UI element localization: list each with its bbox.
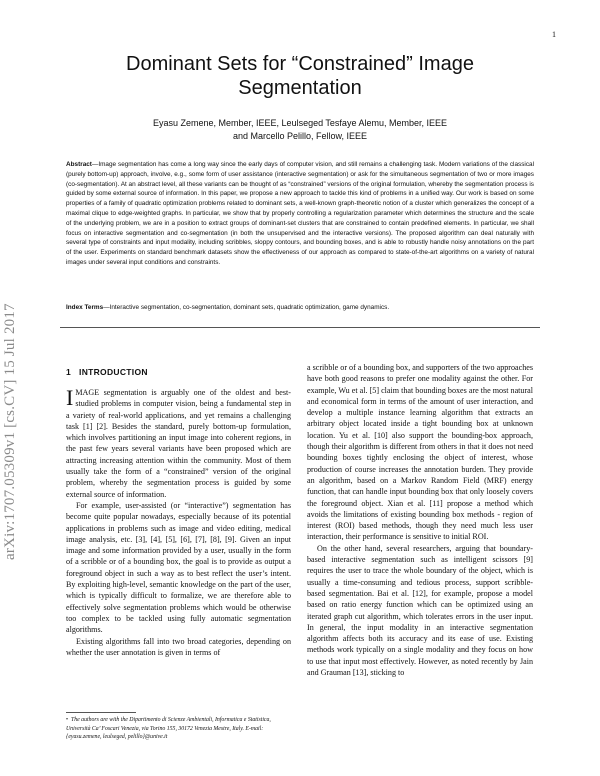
index-terms: [66, 303, 534, 313]
abstract: [66, 160, 534, 268]
header-divider: [60, 327, 540, 328]
abstract-label: Abstract: [66, 161, 92, 168]
section-number: 1: [66, 367, 72, 377]
footnote-text: The authors are with the Dipartimento di Scienze Ambientali, Informatica e Statistica, Università Ca’ Foscari Venezia, via Torino 155, 30172 Venezia Mestre, Italy. E-mail: {eyasu.zemene, leulseged, pelillo}@unive.it: [66, 717, 271, 740]
intro-paragraph-5: On the other hand, several researchers, arguing that boundary-based interactive segmentation such as intelligent scissors [9] requires the user to trace the whole boundary of the object, which is usually a time-consuming and tedious process, support scribble-based segmentation. Bai et al. [12], for example, propose a model based on ratio energy function which can be optimized using an iterated graph cut algorithm, which tolerates errors in the user input. In general, the input modality in an interactive segmentation algorithm affects both its accuracy and its ease of use. Existing methods work typically on a single modality and they focus on how to use that input most effectively. However, as noted recently by Jain and Grauman [13], sticking to: [307, 543, 533, 678]
left-column: [66, 387, 291, 692]
intro-paragraph-2: For example, user-assisted (or “interactive”) segmentation has become quite popular nowadays, especially because of its potential applications in problems such as image and video editing, medical image analysis, etc. [3], [4], [5], [6], [7], [8], [9]. Given an input image and some information provided by a user, usually in the form of a scribble or of a bounding box, the goal is to provide as output a foreground object in such a way as to best reflect the user’s intent. By exploiting high-level, semantic knowledge on the part of the user, which is typically difficult to formalize, we are therefore able to effectively solve segmentation problems which would be otherwise too complex to be tackled using fully automatic segmentation algorithms.: [66, 500, 291, 635]
index-terms-label: Index Terms: [66, 304, 104, 311]
paper-title: Dominant Sets for “Constrained” Image Segmentation: [126, 53, 474, 99]
author-list: [110, 117, 490, 143]
author-line-2: and Marcello Pelillo, Fellow, IEEE: [232, 131, 368, 141]
index-terms-text: —Interactive segmentation, co-segmentation, dominant sets, quadratic optimization, game dynamics.: [103, 304, 390, 311]
drop-cap: I: [66, 387, 74, 410]
intro-paragraph-3: Existing algorithms fall into two broad categories, depending on whether the user annotation is given in terms of: [66, 636, 291, 657]
section-title: INTRODUCTION: [79, 367, 148, 377]
abstract-text: —Image segmentation has come a long way since the early days of computer vision, and still remains a challenging task. Modern variations of the classical (purely bottom-up) approach, involve, e.g., some form of user assistance (interactive segmentation) or ask for the simultaneous segmentation of two or more images (co-segmentation). At an abstract level, all these variants can be thought of as “constrained” versions of the original formulation, whereby the segmentation process is guided by some external source of information. In this paper, we propose a new approach to tackle this kind of problems in a unified way. Our work is based on some properties of a family of quadratic optimization problems related to dominant sets, a well-known graph-theoretic notion of a cluster which generalizes the concept of a maximal clique to edge-weighted graphs. In particular, we show that by properly controlling a regularization parameter which determines the structure and the scale of the underlying problem, we are in a position to extract groups of dominant-set clusters that are constrained to contain predefined elements. In particular, we shall focus on interactive segmentation and co-segmentation (in both the unsupervised and the interactive versions). The proposed algorithm can deal naturally with several type of constraints and input modality, including scribbles, sloppy contours, and bounding boxes, and is able to robustly handle noisy annotations on the part of the user. Experiments on standard benchmark datasets show the effectiveness of our approach as compared to state-of-the-art algorithms on a variety of natural images under several input conditions and constraints.: [66, 161, 534, 266]
section-heading: [66, 367, 148, 377]
affiliation-footnote: [66, 716, 291, 742]
footnote-bullet: •: [66, 717, 69, 723]
intro-paragraph-1: IMAGE segmentation is arguably one of the oldest and best-studied problems in computer vision, being a fundamental step in a variety of real-world applications, and yet remains a challenging task [1] [2]. Besides the standard, purely bottom-up formulation, which involves partitioning an input image into coherent regions, in the past few years several variants have been proposed which are attracting increasing attention within the community. Most of them usually take the form of a “constrained” version of the original problem, whereby the segmentation process is guided by some external source of information.: [66, 387, 291, 499]
footnote-divider: [66, 712, 136, 713]
arxiv-identifier[interactable]: arXiv:1707.05309v1 [cs.CV] 15 Jul 2017: [2, 303, 18, 560]
author-line-1: Eyasu Zemene, Member, IEEE, Leulseged Tesfaye Alemu, Member, IEEE: [153, 118, 447, 128]
page-number: 1: [552, 30, 556, 39]
right-column: [307, 362, 533, 762]
intro-paragraph-4: a scribble or of a bounding box, and supporters of the two approaches have both good reasons to prefer one modality against the other. For example, Wu et al. [5] claim that bounding boxes are the most natural and economical form in terms of the amount of user interaction, and develop a multiple instance learning algorithm that extracts an arbitrary object located inside a tight bounding box at unknown location. Yu et al. [10] also support the bounding-box approach, though their algorithm is different from others in that it does not need bounding boxes tightly enclosing the object of interest, whose production of course increases the annotation burden. They provide an algorithm, based on a Markov Random Field (MRF) energy function, that can handle input bounding box that only loosely covers the foreground object. Xian et al. [11] propose a method which avoids the limitations of existing bounding box methods - region of interest (ROI) based methods, though they need much less user interaction, their performance is sensitive to initial ROI.: [307, 363, 533, 542]
